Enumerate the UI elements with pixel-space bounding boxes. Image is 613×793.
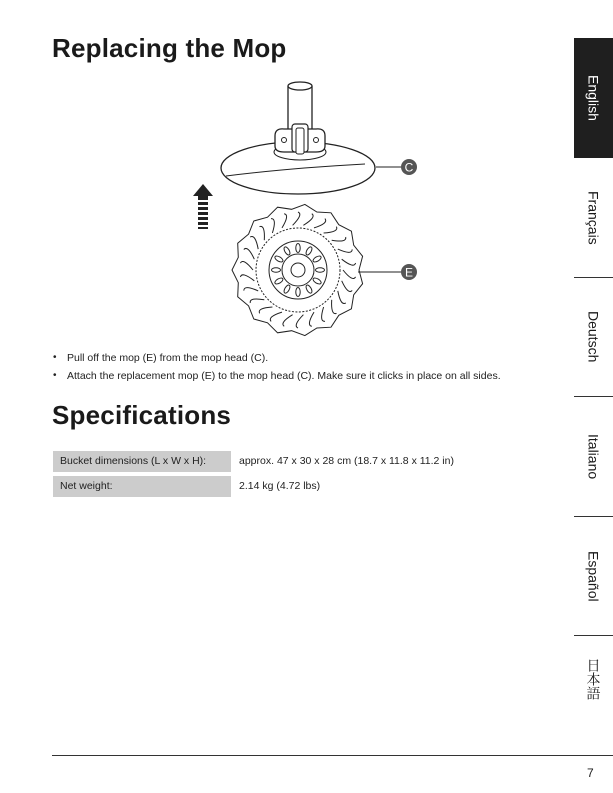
- footer-divider: [52, 755, 613, 756]
- bullet-marker: •: [53, 352, 57, 363]
- callout-e-label: E: [404, 265, 414, 280]
- tab-label: English: [585, 75, 602, 121]
- tab-english[interactable]: [574, 38, 613, 158]
- list-item: [52, 349, 557, 367]
- tab-francais[interactable]: [574, 158, 613, 278]
- tab-label: Français: [585, 191, 602, 245]
- table-row: [53, 451, 553, 472]
- tab-japanese[interactable]: [574, 636, 613, 722]
- language-tabs: [574, 38, 613, 722]
- section-title-replacing-mop: Replacing the Mop: [52, 33, 287, 63]
- bullet-marker: •: [53, 370, 57, 381]
- table-row: [53, 476, 553, 497]
- list-item-text: Pull off the mop (E) from the mop head (C).: [67, 352, 269, 364]
- list-item-text: Attach the replacement mop (E) to the mop head (C). Make sure it clicks in place on all sides.: [67, 370, 501, 382]
- tab-label: Deutsch: [585, 311, 602, 363]
- tab-label: Italiano: [585, 433, 602, 480]
- spec-value: approx. 47 x 30 x 28 cm (18.7 x 11.8 x 11.2 in): [239, 455, 454, 467]
- spec-label: Net weight:: [53, 476, 231, 497]
- list-item: [52, 367, 557, 385]
- tab-deutsch[interactable]: [574, 278, 613, 396]
- section-title-specifications: Specifications: [52, 400, 232, 430]
- mop-replacement-illustration: [180, 72, 440, 344]
- specifications-table: [53, 451, 553, 501]
- spec-value: 2.14 kg (4.72 lbs): [239, 480, 321, 492]
- tab-espanol[interactable]: [574, 517, 613, 635]
- tab-label: Español: [585, 550, 602, 602]
- tab-italiano[interactable]: [574, 397, 613, 516]
- spec-label: Bucket dimensions (L x W x H):: [53, 451, 231, 472]
- page-number: 7: [587, 766, 594, 780]
- callout-c-label: C: [404, 160, 414, 175]
- tab-label: 日本語: [585, 658, 602, 700]
- instruction-list: [52, 349, 557, 385]
